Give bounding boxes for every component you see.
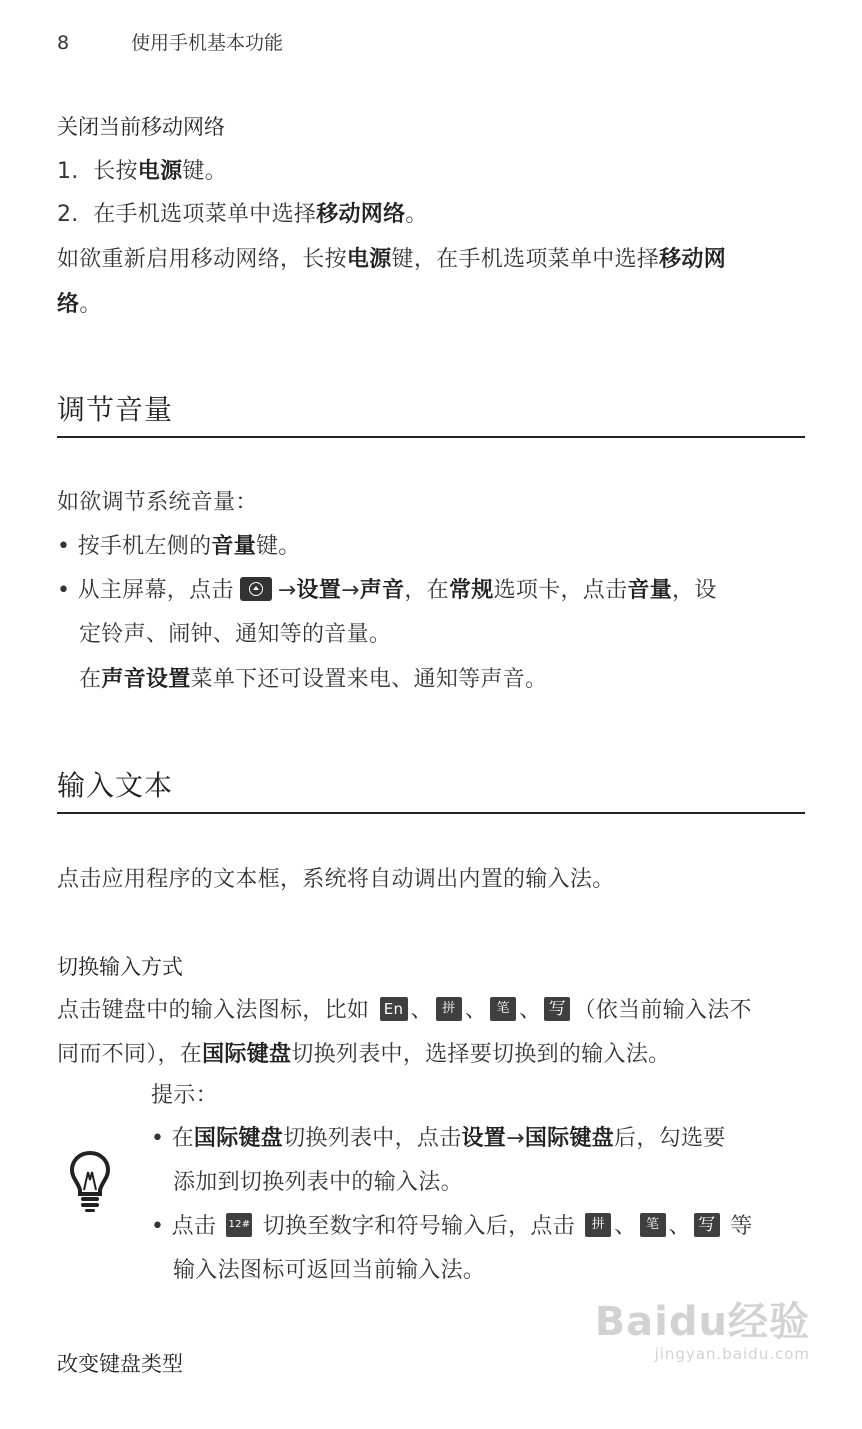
step-1 [57,157,227,187]
menu-name: 设置 [461,1126,507,1151]
paragraph-text: 切换列表中，选择要切换到的输入法。 [291,1042,671,1067]
volume-bullet-2-line-3 [79,665,547,695]
bullet-text: 菜单下还可设置来电、通知等声音。 [190,667,548,692]
arrow: → [277,578,297,603]
separator: 、 [614,1214,637,1239]
menu-name: 音量 [627,578,673,603]
subsection-title-mobile-network: 关闭当前移动网络 [57,115,225,139]
step-key-name: 电源 [137,159,183,184]
bullet-text: 切换至数字和符号输入后，点击 [262,1214,575,1239]
step-2 [57,200,428,230]
heading-rule [57,812,805,814]
bullet-text: 选项卡，点击 [493,578,628,603]
bullet-text: 在 [171,1126,194,1151]
bullet-text: ，在 [404,578,449,603]
separator: 、 [410,998,433,1023]
stroke-keyboard-icon: 笔 [640,1213,666,1237]
paragraph-text: 键，在手机选项菜单中选择 [391,247,660,272]
menu-name: 国际键盘 [202,1042,292,1067]
bullet-dot: • [151,1126,165,1151]
bullet-text: 点击 [171,1214,217,1239]
tab-name: 常规 [448,578,494,603]
step-number: 2. [57,202,79,227]
bullet-dot: • [57,578,71,603]
separator: 、 [464,998,488,1023]
arrow: → [341,578,360,603]
paragraph-text: 如欲重新启用移动网络，长按 [57,247,347,272]
pinyin-keyboard-icon: 拼 [436,997,462,1021]
volume-intro: 如欲调节系统音量： [57,490,258,515]
handwrite-keyboard-icon: 写 [544,997,570,1021]
separator: 、 [668,1214,691,1239]
step-text: 。 [405,202,428,227]
watermark-brand: Baidu经验 [594,1299,810,1345]
paragraph-text: 。 [79,292,102,317]
bullet-text: 按手机左侧的 [77,534,212,559]
menu-up-icon [240,577,272,601]
key-name: 音量 [211,534,256,559]
tip-bullet-1-line-2: 添加到切换列表中的输入法。 [173,1170,463,1195]
reenable-paragraph-line-1 [57,245,726,275]
step-text: 长按 [93,159,138,184]
tip-bullet-2-line-2: 输入法图标可返回当前输入法。 [173,1258,486,1283]
bullet-text: 切换列表中，点击 [283,1126,462,1151]
bullet-text: 从主屏幕，点击 [77,578,234,603]
section-heading-volume: 调节音量 [57,393,174,426]
menu-name: 设置 [296,578,342,603]
heading-rule [57,436,805,438]
menu-name: 国际键盘 [193,1126,284,1151]
separator: 、 [519,998,542,1023]
menu-name: 移动网 [659,247,727,272]
menu-name: 络 [57,292,80,317]
lightbulb-icon [68,1150,112,1214]
step-text: 在手机选项菜单中选择 [93,202,317,227]
subsection-title-keyboard-type: 改变键盘类型 [57,1352,183,1376]
baidu-watermark [595,1300,810,1364]
step-number: 1. [57,159,79,184]
bullet-dot: • [151,1214,165,1239]
tip-bullet-2 [151,1212,753,1242]
en-keyboard-icon: En [380,997,408,1021]
volume-bullet-2-line-2: 定铃声、闹钟、通知等的音量。 [79,622,392,647]
menu-name: 国际键盘 [524,1126,615,1151]
tip-bullet-1 [151,1124,726,1154]
stroke-keyboard-icon: 笔 [490,997,516,1021]
bullet-text: 键。 [256,534,301,559]
chapter-title: 使用手机基本功能 [131,32,284,54]
paragraph-text: 点击键盘中的输入法图标，比如 [57,998,370,1023]
paragraph-text: 同而不同），在 [57,1042,203,1067]
section-heading-text-input: 输入文本 [57,769,174,802]
arrow: → [506,1126,525,1151]
text-input-intro: 点击应用程序的文本框，系统将自动调出内置的输入法。 [57,867,615,892]
handwrite-keyboard-icon: 写 [694,1213,720,1237]
reenable-paragraph-line-2 [57,290,102,320]
page-number: 8 [57,32,70,54]
bullet-text: 等 [730,1214,753,1239]
bullet-dot: • [57,534,71,559]
paragraph-text: （依当前输入法不 [573,998,752,1023]
step-text: 键。 [182,159,228,184]
volume-bullet-1 [57,532,301,562]
watermark-url: jingyan.baidu.com [654,1345,810,1363]
menu-name: 声音 [359,578,405,603]
bullet-text: 后，勾选要 [614,1126,726,1151]
bullet-text: ，设 [672,578,717,603]
subsection-title-switch-input: 切换输入方式 [57,955,183,979]
volume-bullet-2 [57,576,717,606]
menu-name: 声音设置 [101,667,191,692]
switch-paragraph-line-2 [57,1040,670,1070]
switch-paragraph-line-1 [57,996,752,1026]
bullet-text: 在 [79,667,102,692]
pinyin-keyboard-icon: 拼 [585,1213,611,1237]
tip-label: 提示： [151,1083,218,1108]
key-name: 电源 [346,247,392,272]
number-symbol-keyboard-icon: 12# [226,1213,252,1237]
step-menu-name: 移动网络 [316,202,406,227]
